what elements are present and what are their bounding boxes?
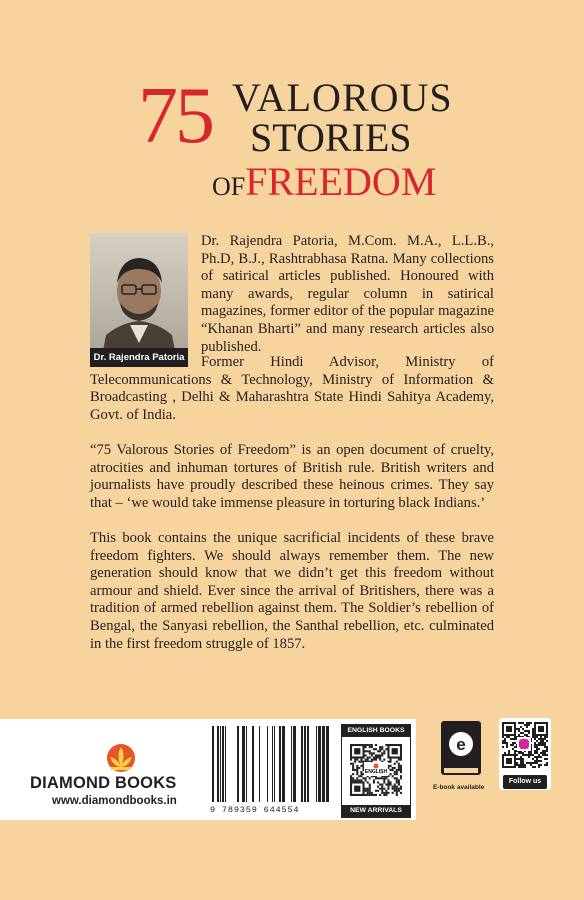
ebook-available-label: E-book available (433, 784, 485, 791)
english-books-qr-box[interactable] (341, 724, 411, 818)
isbn-barcode (210, 726, 336, 806)
new-arrivals-label: NEW ARRIVALS (342, 805, 410, 817)
lotus-icon (30, 741, 200, 775)
instagram-icon (519, 739, 529, 749)
back-cover-info-panel (0, 719, 416, 820)
isbn-number: 9 789359 644554 (210, 805, 300, 815)
diamond-mini-logo-icon (374, 764, 379, 769)
ebook-icon[interactable] (440, 720, 482, 782)
follow-us-label: Follow us (503, 775, 547, 789)
svg-text:e: e (456, 735, 466, 754)
book-title (0, 70, 584, 210)
title-of: OF (212, 172, 246, 201)
english-books-qr-code (349, 740, 403, 802)
title-line-freedom (212, 159, 437, 204)
instagram-qr-code (501, 721, 549, 771)
english-center-label: ENGLISH (364, 769, 388, 775)
author-photo (90, 233, 188, 367)
title-number: 75 (138, 72, 212, 160)
title-line-valorous: VALOROUS (232, 75, 453, 120)
publisher-website[interactable]: www.diamondbooks.in (52, 795, 177, 807)
title-freedom: FREEDOM (245, 159, 437, 204)
title-line-stories: STORIES (250, 115, 412, 160)
author-positions-paragraph: Former Hindi Advisor, Ministry of Telecommunications & Technology, Ministry of Information & Broadcasting , Delhi & Maharashtra State Hindi Sahitya Academy, Govt. of India. (90, 354, 494, 423)
author-bio-paragraph: Dr. Rajendra Patoria, M.Com. M.A., L.L.B., Ph.D, B.J., Rashtrabhasa Ratna. Many collections of satirical articles published. Honoured with many awards, regular column in satirical magazines, former editor of the popular magazine “Khanan Bharti” and many research articles also published. (201, 233, 494, 355)
author-photo-caption: Dr. Rajendra Patoria (90, 348, 188, 367)
english-books-label: ENGLISH BOOKS (342, 725, 410, 737)
book-description-paragraph: “75 Valorous Stories of Freedom” is an open document of cruelty, atrocities and inhuman tortures of British rule. British writers and journalists have proudly described these heinous crimes. They say that – ‘we would take immense pleasure in torturing black Indians.’ (90, 442, 494, 511)
book-summary-paragraph: This book contains the unique sacrificial incidents of these brave freedom fighters. We should always remember them. The new generation should know that we didn’t get this freedom without armour and shield. Ever since the arrival of Britishers, there was a tradition of armed rebellion against them. The Soldier’s rebellion of Bengal, the Sanyasi rebellion, the Santhal rebellion, etc. culminated in the first freedom struggle of 1857. (90, 530, 494, 652)
publisher-name: DIAMOND BOOKS (30, 774, 177, 792)
